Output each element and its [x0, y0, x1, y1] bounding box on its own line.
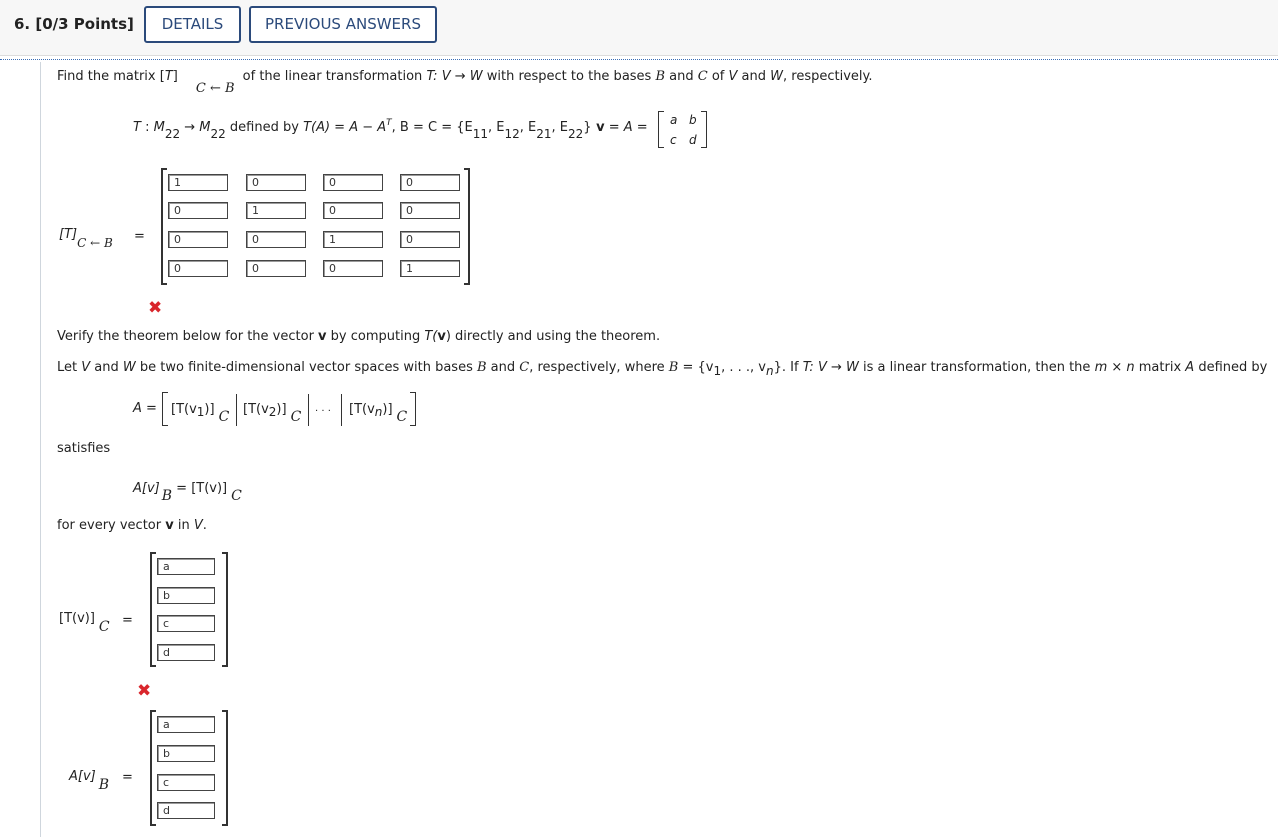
Tv-right-bracket	[222, 552, 228, 667]
matrixT-left-bracket	[161, 168, 167, 285]
verify-c: ) directly and using the theorem.	[445, 329, 661, 344]
matrixT-cell-r1-c4[interactable]: 0	[400, 174, 460, 191]
find-B: B	[655, 69, 666, 84]
Tv-left-bracket	[150, 552, 156, 667]
incorrect-mark-matrixT: ✖	[148, 298, 163, 318]
A-equals: A =	[133, 401, 157, 416]
thm-j: matrix	[1134, 360, 1186, 375]
verify-v2: v	[437, 329, 446, 344]
Av-cell-3[interactable]: c	[157, 774, 215, 791]
def-eqA: = A =	[604, 120, 648, 135]
find-W: W	[770, 69, 784, 84]
matrixT-cell-r2-c3[interactable]: 0	[323, 202, 383, 219]
matrixA-b: b	[689, 113, 697, 127]
col1-sub: 1	[196, 405, 205, 419]
find-end: , respectively.	[783, 69, 873, 84]
definition-line	[133, 118, 648, 141]
Tv-equals: =	[122, 613, 133, 628]
satisfies-text: satisfies	[57, 441, 111, 456]
matrixT-cell-r2-c2[interactable]: 1	[246, 202, 306, 219]
matrixA-c: c	[670, 133, 677, 147]
theorem-line	[57, 360, 1268, 378]
Tv-cell-2[interactable]: b	[157, 587, 215, 604]
def-text: defined by	[225, 120, 304, 135]
A-left-bracket	[162, 392, 168, 426]
matrixT-cell-r2-c1[interactable]: 0	[168, 202, 228, 219]
thm-c: be two finite-dimensional vector spaces with bases	[135, 360, 477, 375]
find-C: C	[697, 69, 708, 84]
thm-C: C	[519, 360, 530, 375]
find-text: Find the matrix [	[57, 69, 165, 84]
def-v: v	[591, 120, 605, 135]
find-close: ]	[172, 69, 178, 84]
matrixT-cell-r1-c1[interactable]: 1	[168, 174, 228, 191]
fe-b: in	[173, 518, 194, 533]
Tv-T: [T(v)]	[59, 611, 95, 626]
Tv-cell-4[interactable]: d	[157, 644, 215, 661]
coln-sub: n	[374, 405, 383, 419]
find-T: T	[164, 69, 173, 84]
find-mid: of the linear transformation	[238, 69, 427, 84]
matrixT-right-bracket	[464, 168, 470, 285]
col1: [T(v	[171, 402, 197, 417]
A-col1	[171, 401, 230, 425]
col2-end: )]	[276, 402, 287, 417]
thm-A: A	[1185, 360, 1195, 375]
A-coln	[349, 401, 408, 425]
Av-cell-4[interactable]: d	[157, 802, 215, 819]
find-subscript: C ← B	[195, 81, 235, 96]
def-c1: , E	[487, 120, 505, 135]
question-title: 6. [0/3 Points]	[14, 15, 134, 33]
eq-mid: = [T(v)]	[172, 481, 228, 496]
def-colon: :	[140, 120, 154, 135]
matrixA-left-bracket	[658, 111, 664, 148]
question-left-border	[40, 62, 41, 837]
def-12: 12	[504, 127, 520, 141]
thm-g: , . . ., v	[721, 360, 766, 375]
find-of: of	[707, 69, 729, 84]
def-c2: , E	[519, 120, 537, 135]
find-V: V	[728, 69, 738, 84]
def-sup: T	[386, 118, 392, 128]
previous-answers-button[interactable]: PREVIOUS ANSWERS	[249, 6, 437, 43]
Av-right-bracket	[222, 710, 228, 826]
matrixA-a: a	[670, 113, 678, 127]
thm-i: is a linear transformation, then the	[858, 360, 1095, 375]
thm-f: = {v	[678, 360, 714, 375]
find-and2: and	[737, 69, 771, 84]
matrixT-cell-r1-c3[interactable]: 0	[323, 174, 383, 191]
matrixT-cell-r3-c4[interactable]: 0	[400, 231, 460, 248]
find-bases: with respect to the bases	[482, 69, 656, 84]
verify-b: by computing	[326, 329, 425, 344]
for-every-line	[57, 518, 207, 533]
def-22c: 22	[568, 127, 584, 141]
question-header	[0, 0, 1278, 56]
def-T: T	[133, 120, 141, 135]
eq-subB: B	[161, 488, 173, 504]
A-sep2	[308, 394, 309, 426]
verify-a: Verify the theorem below for the vector	[57, 329, 319, 344]
A-sep1	[236, 394, 237, 426]
Av-A: A[v]	[69, 769, 96, 784]
thm-V: V	[81, 360, 91, 375]
thm-W: W	[122, 360, 136, 375]
coln: [T(v	[349, 402, 375, 417]
thm-b: and	[90, 360, 123, 375]
Av-sub: B	[98, 777, 110, 793]
matrixT-sub: C ← B	[77, 236, 113, 250]
def-close: }	[583, 120, 592, 135]
Tv-sub: C	[98, 619, 110, 635]
verify-T: T(	[424, 329, 438, 344]
thm-1: 1	[713, 364, 722, 378]
def-arrow: →	[180, 120, 200, 135]
thm-d: and	[486, 360, 520, 375]
col2-C: C	[290, 409, 302, 425]
def-sub22a: 22	[164, 127, 181, 141]
Av-cell-2[interactable]: b	[157, 745, 215, 762]
coln-end: )]	[382, 402, 393, 417]
thm-T: T: V → W	[802, 360, 859, 375]
thm-B2: B	[668, 360, 679, 375]
def-sub22b: 22	[210, 127, 226, 141]
problem-statement	[57, 69, 873, 96]
thm-n: n	[765, 364, 774, 378]
Av-cell-1[interactable]: a	[157, 716, 215, 733]
matrixT-equals: =	[134, 229, 145, 244]
fe-v: v	[165, 518, 174, 533]
A-col2	[243, 401, 302, 425]
thm-h: }. If	[773, 360, 803, 375]
fe-a: for every vector	[57, 518, 166, 533]
matrixT-cell-r3-c3[interactable]: 1	[323, 231, 383, 248]
incorrect-mark-Tv: ✖	[137, 681, 152, 701]
details-button[interactable]: DETAILS	[144, 6, 241, 43]
matrixT-cell-r1-c2[interactable]: 0	[246, 174, 306, 191]
def-bases: , B = C = {E	[391, 120, 473, 135]
coln-C: C	[396, 409, 408, 425]
theorem-equation	[133, 480, 242, 504]
A-sep3	[341, 394, 342, 426]
def-formula: T(A) = A − A	[303, 120, 387, 135]
thm-e: , respectively, where	[529, 360, 669, 375]
col1-end: )]	[204, 402, 215, 417]
matrixT-cell-r4-c2[interactable]: 0	[246, 260, 306, 277]
header-divider	[0, 59, 1278, 60]
def-21: 21	[536, 127, 552, 141]
Tv-cell-3[interactable]: c	[157, 615, 215, 632]
Av-equals: =	[122, 770, 133, 785]
matrixT-cell-r4-c3[interactable]: 0	[323, 260, 383, 277]
matrixT-T: [T]	[59, 227, 78, 242]
eq-subC: C	[231, 488, 242, 504]
def-M: M	[153, 120, 165, 135]
thm-B: B	[476, 360, 487, 375]
thm-k: defined by	[1194, 360, 1268, 375]
Av-label	[69, 768, 110, 793]
thm-mn: m × n	[1094, 360, 1135, 375]
Av-left-bracket	[150, 710, 156, 826]
Tv-cell-1[interactable]: a	[157, 558, 215, 575]
verify-v: v	[318, 329, 327, 344]
A-dots: · · ·	[315, 406, 331, 417]
def-11: 11	[472, 127, 488, 141]
find-map: T: V → W	[426, 69, 483, 84]
A-right-bracket	[410, 392, 416, 426]
def-c3: , E	[551, 120, 568, 135]
eq-lhs: A[v]	[133, 481, 160, 496]
matrixT-label	[59, 227, 113, 250]
col2-sub: 2	[268, 405, 277, 419]
thm-a: Let	[57, 360, 82, 375]
matrixT-cell-r3-c1[interactable]: 0	[168, 231, 228, 248]
matrixT-cell-r4-c1[interactable]: 0	[168, 260, 228, 277]
Tv-label	[59, 610, 110, 635]
matrixT-cell-r2-c4[interactable]: 0	[400, 202, 460, 219]
matrixT-cell-r3-c2[interactable]: 0	[246, 231, 306, 248]
fe-c: .	[202, 518, 207, 533]
find-and: and	[665, 69, 698, 84]
matrixT-cell-r4-c4[interactable]: 1	[400, 260, 460, 277]
col1-C: C	[218, 409, 230, 425]
verify-line	[57, 329, 660, 344]
matrixA-right-bracket	[701, 111, 707, 148]
def-M2: M	[199, 120, 211, 135]
fe-V: V	[193, 518, 203, 533]
col2: [T(v	[243, 402, 269, 417]
matrixA-d: d	[689, 133, 697, 147]
